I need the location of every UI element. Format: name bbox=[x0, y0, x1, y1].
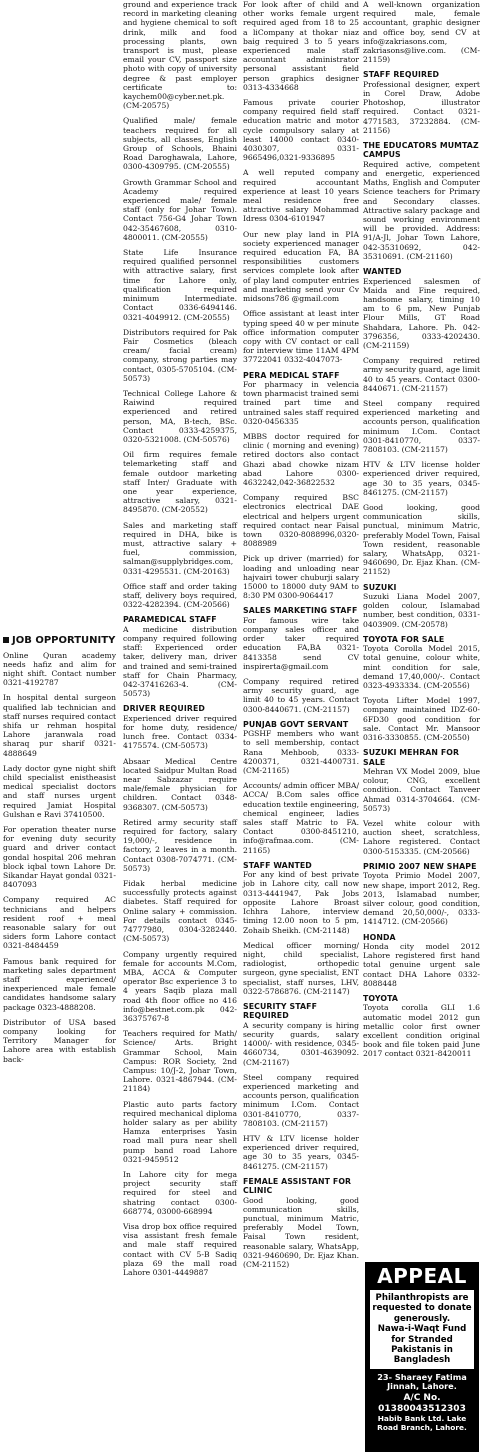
classified-ad bbox=[123, 757, 237, 812]
ad-text: Professional designer, expert in Corel Draw, Adobe Photoshop, illustrator required. Contact 0321-4771583, 37232884. (CM-21156) bbox=[363, 79, 480, 135]
ad-heading: SUZUKI bbox=[363, 582, 397, 592]
ad-heading: SUZUKI MEHRAN FOR SALE bbox=[363, 748, 460, 767]
ad-heading: HONDA bbox=[363, 932, 396, 942]
ad-text: For operation theater nurse for evening duty security guard and driver contact gondal hospital 206 mehran block iqbal town Lahore Dr. Sikandar Hayat gondal 0321-8407093 bbox=[3, 824, 116, 890]
ad-text: HTV & LTV license holder experienced driver required, age 30 to 35 years, 0345-8461275. (CM-21157) bbox=[363, 460, 480, 497]
classified-ad bbox=[363, 942, 480, 988]
classified-ad bbox=[3, 1018, 116, 1064]
ad-heading: SECURITY STAFF REQUIRED bbox=[243, 1001, 317, 1021]
ad-text: Steel company required experienced marketing and accounts person, qualification minimum I.Com. Contact 0301-8410770, 0337-7808103. (CM-21157) bbox=[363, 398, 480, 454]
classified-ad bbox=[363, 871, 480, 926]
ad-text: HTV & LTV license holder experienced driver required, age 30 to 35 years, 0345-8461275. (CM-21157) bbox=[243, 1133, 359, 1171]
column-1 bbox=[3, 636, 116, 1070]
classified-ad bbox=[3, 693, 116, 757]
ad-text: Famous private courier company required field staff education matric and motor cycle compulsory salary at least 14000 contact 0340-4030307, 0331-9665496,0321-9336895 bbox=[243, 98, 359, 163]
ad-text: For look after of child and other works female urgent required aged from 18 to 25 a liCompany at thokar niaz baig required 3 to 5 years experienced male staff accountant administrator personal assistant field person graphics designer 0313-4334668 bbox=[243, 0, 359, 92]
ad-text: Experienced driver required for home duty, residence/ lunch free. Contact 0334-4175574. (CM-50573) bbox=[123, 713, 237, 751]
classified-ad bbox=[363, 696, 480, 742]
ad-text: In hospital dental surgeon qualified lab technician and staff nurses required contact shifa ur rehman hospital Lahore jaranwala road sharaq pur sharif 0321-4888649 bbox=[3, 693, 116, 758]
classified-ad bbox=[363, 767, 480, 813]
ad-heading: PRIMIO 2007 NEW SHAPE bbox=[363, 861, 477, 871]
ad-heading: STAFF REQUIRED bbox=[363, 70, 440, 80]
ad-text: Fidak herbal medicine successfully protects against diabetes. Staff required for Online salary + commission. For details contact 0345-74777980, 0304-3282440. (CM-50573) bbox=[123, 879, 237, 944]
classified-ad bbox=[243, 554, 359, 600]
ad-text: Our new play land in PIA society experienced manager required education FA, BA responsibilities customers services complete look after of play land computer entries and marketing send your Cv midsons786 @gmail.com bbox=[243, 229, 359, 304]
classified-ad bbox=[123, 328, 237, 383]
ad-text: A well reputed company required accountant experience at least 10 years meal residence free attractive salary Mohammad Idress 0304-6101947 bbox=[243, 168, 359, 224]
classified-ad bbox=[123, 248, 237, 322]
section-title bbox=[3, 636, 116, 647]
ad-text: Toyota Lifter Model 1997, company maintained IDZ-60-6FD30 good condition for sale. Contact Mr. Mansoor 0316-3330855. (CM-20550) bbox=[363, 696, 480, 743]
ad-text: Company required AC technicians and helpers resident roof + meal reasonable salary for out siders form Lahore contact 0321-8484459 bbox=[3, 895, 116, 951]
classified-ad bbox=[243, 781, 359, 855]
classified-ad bbox=[363, 80, 480, 135]
ad-heading: WANTED bbox=[363, 267, 402, 277]
ad-text: Medical officer morning/ night, child specialist, radiologist, orthopedic surgeon, gyne specialist, ENT specialist, staff nurses, LHV, 0322-5786876. (CM-21147) bbox=[243, 940, 359, 996]
classified-ad bbox=[123, 714, 237, 751]
section-title-text: JOB OPPORTUNITY bbox=[12, 635, 116, 646]
ad-heading: PARAMEDICAL STAFF bbox=[123, 615, 217, 625]
classified-ad bbox=[123, 818, 237, 873]
ad-text: Distributor of USA based company looking for Territory Manager for Lahore area with establish back- bbox=[3, 1017, 116, 1064]
ad-text: A medicine distribution company required following staff: Experienced order taker, delivery man, driver and trained and semi-trained staff for Chain Pharmacy, 042-37416263-4. (CM-50573) bbox=[123, 624, 237, 699]
ad-text: PGSHF members who want to sell membership, contact Rana Mehboob, 0333-4200371, 0321-4400731. (CM-21165) bbox=[243, 729, 359, 776]
ad-text: Honda city model 2012 Lahore registered first hand total genuine urgent sale contact DHA Lahore 0332-8088448 bbox=[363, 941, 480, 988]
ad-text: In Lahore city for mega project security staff required for steel and shatring contact 0300-668774, 03000-668994 bbox=[123, 1169, 237, 1216]
ad-text: Mehran VX Model 2009, blue colour, CNG, excellent condition. Contact Tanveer Ahmad 0314-3704664. (CM-50573) bbox=[363, 767, 480, 813]
ad-heading: SALES MARKETING STAFF bbox=[243, 606, 358, 616]
ad-text: State Life Insurance required qualified personnel with attractive salary, first time for Lahore only, qualification required minimum Intermediate. Contact 0336-6494146. 0321-4049912. (CM-20555) bbox=[123, 248, 237, 322]
classified-ad bbox=[363, 644, 480, 690]
ad-heading: PUNJAB GOVT SERVANT bbox=[243, 719, 349, 729]
classified-ad bbox=[243, 729, 359, 775]
ad-text: Required active, competent and energetic, experienced Maths, English and Computer Science teachers for Primary and Secondary classes. Attractive salary package and sound working environment will be provided. Address: 91/A-Jl, Johar Town Lahore, 042-35310692, 042-35310691. (CM-21160) bbox=[363, 159, 480, 261]
classified-ad bbox=[123, 950, 237, 1024]
ad-text: Steel company required experienced marketing and accounts person, qualification minimum I.Com. Contact 0301-8410770, 0337-7808103. (CM-21157) bbox=[243, 1072, 359, 1128]
classified-ad bbox=[123, 1170, 237, 1216]
classified-ad bbox=[3, 895, 116, 950]
ad-heading: TOYOTA bbox=[363, 993, 399, 1003]
classified-ad bbox=[123, 625, 237, 699]
ad-text: For pharmacy in velencia town pharmacist trained semi trained part time and untrained sales staff required 0320-0456335 bbox=[243, 379, 359, 426]
classified-ad bbox=[363, 356, 480, 393]
ad-text: Accounts/ admin officer MBA/ ACCA/ B.Com sales office education textile engineering, chemical engineer, ladies sales staff Matric to FA. Contact 0300-8451210, info@rafmaa.com. (CM-21165) bbox=[243, 781, 359, 855]
ad-text: Plastic auto parts factory required mechanical diploma holder salary as per ability Hamza enterprises Yasin road mall pura near shell pump band road Lahore 0321-9459512 bbox=[123, 1099, 237, 1164]
classified-ad bbox=[243, 677, 359, 714]
classified-ad bbox=[123, 178, 237, 242]
ad-text: Company required BSC electronics electrical DAE electrical and helpers urgent required contact near Faisal town 0320-8088996,0320-8088989 bbox=[243, 493, 359, 549]
classified-ad bbox=[243, 168, 359, 223]
classified-ad bbox=[243, 941, 359, 996]
classified-ad bbox=[363, 1003, 480, 1058]
classified-ad bbox=[243, 432, 359, 487]
classified-ad bbox=[3, 764, 116, 819]
ad-text: Toyota Primio Model 2007, new shape, import 2012, Reg. 2013, Islamabad number, silver colour, good condition, demand 20,50,000/-, 0333-1414712. (CM-20566) bbox=[363, 871, 480, 927]
ad-text: Distributors required for Pak Fair Cosmetics (bleach cream/ facial cream) company, strong parties may contact, 0305-5705104. (CM-50573) bbox=[123, 327, 237, 383]
classified-ad bbox=[243, 1196, 359, 1270]
classified-ad bbox=[363, 399, 480, 454]
appeal-bank: Habib Bank Ltd. Lake Road Branch, Lahore. bbox=[377, 1414, 467, 1433]
classified-ad bbox=[243, 1134, 359, 1171]
ad-text: A security company is hiring security guards, salary 14000/- with residence, 0345-4660734, 0301-4639092. (CM-21167) bbox=[243, 1020, 359, 1067]
ad-text: Absaar Medical Centre located Saidpur Multan Road near Sabzazar require male/female physician for children. Contact 0348-9368307. (CM-50573) bbox=[123, 756, 237, 812]
ad-text: Office assistant at least inter typing speed 40 w per minute office information computer copy with CV contact or call for interview time 11AM 4PM 37722041 0332-4047073- bbox=[243, 309, 359, 365]
classified-ad bbox=[123, 1029, 237, 1093]
classified-ad bbox=[363, 819, 480, 856]
column-3 bbox=[243, 0, 359, 1275]
ad-text: Sales and marketing staff required in DHA, bike is must, attractive salary + fuel, commission, salman@supplybridges.com, 0331-4295531. (CM-20163) bbox=[123, 520, 237, 576]
ad-text: Retired army security staff required for factory, salary 19,000/-, residence in factory, 2 leaves in a month. Contact 0308-7074771. (CM-50573) bbox=[123, 817, 237, 873]
ad-text: Oil firm requires female telemarketing staff and female outdoor marketing staff Inter/ Graduate with one year experience, attractive salary, 0321-8495870. (CM-20552) bbox=[123, 450, 237, 515]
column-4 bbox=[363, 0, 480, 1065]
classified-ad bbox=[243, 493, 359, 548]
ad-text: Visa drop box office required visa assistant fresh female and male staff required contact with CV 5-B Sadiq plaza 69 the mall road Lahore 0301-4449887 bbox=[123, 1221, 237, 1277]
ad-text: Growth Grammar School and Academy required experienced male/ female staff (only for Johar Town). Contact 756-G4 Johar Town 042-35467608, 0310-4800011. (CM-20555) bbox=[123, 177, 237, 242]
appeal-account-number: 01380043512303 bbox=[378, 1404, 466, 1415]
ad-text: A well-known organization required male, female accountant, graphic designer and office boy, send CV at info@zakriasons.com, zakriasons@live.com. (CM-21159) bbox=[363, 0, 480, 65]
ad-text: Famous bank required for marketing sales department staff experienced/ inexperienced male female candidates handsome salary package 0323-4888208. bbox=[3, 956, 116, 1012]
ad-text: Suzuki Liana Model 2007, golden colour, Islamabad number, best condition, 0331-0403909. (CM-20578) bbox=[363, 592, 480, 629]
ad-text: Company required retired army security guard, age limit 40 to 45 years. Contact 0300-8440671. (CM-21157) bbox=[363, 356, 480, 393]
classified-ad bbox=[243, 309, 359, 364]
ad-text: Technical College Lahore & Raiwind required experienced and retired person, MA, B-tech, BSc. Contact 0333-4259375, 0320-5321008. (CM-50576) bbox=[123, 388, 237, 444]
ad-text: Online Quran academy needs hafiz and alim for night shift. Contact number 0321-4192787 bbox=[3, 650, 116, 688]
ad-text: Vezel white colour with auction sheet, scratchless, Lahore registered. Contact 0300-5153335. (CM-20566) bbox=[363, 819, 480, 856]
ad-heading: PERA MEDICAL STAFF bbox=[243, 370, 340, 380]
classified-ad bbox=[243, 870, 359, 934]
ad-text: Teachers required for Math/ Science/ Arts. Bright Grammar School, Main Campus: ROR Society, 2nd Campus: 10/J-2, Johar Town, Lahore. 0321-4867944. (CM-21184) bbox=[123, 1029, 237, 1094]
classified-ad bbox=[363, 460, 480, 497]
classified-ad bbox=[123, 1100, 237, 1164]
classified-ad bbox=[243, 1021, 359, 1067]
ad-heading: TOYOTA FOR SALE bbox=[363, 634, 445, 644]
ad-text: Good looking, good communication skills, punctual, minimum Matric, preferably Model Town, Faisal Town resident, reasonable salary, WhatsApp, 0321-9460690, Dr. Ejaz Khan. (CM-21152) bbox=[243, 1195, 359, 1270]
classified-ad bbox=[243, 1073, 359, 1128]
ad-text: Toyota corolla GLI 1.6 automatic model 2012 gun metallic color first owner excellent condition original book and file token paid June 2017 contact 0321-8420011 bbox=[363, 1003, 480, 1059]
ad-heading: THE EDUCATORS MUMTAZ CAMPUS bbox=[363, 141, 479, 160]
classified-ad bbox=[243, 230, 359, 304]
classified-ad bbox=[123, 879, 237, 943]
ad-text: Company required retired army security guard, age limit 40 to 45 years. Contact 0300-8440671. (CM-21157) bbox=[243, 677, 359, 714]
ad-text: Good looking, good communication skills, punctual, minimum Matric, preferably Model Town, Faisal Town resident, reasonable salary, WhatsApp, 0321-9460690, Dr. Ejaz Khan. (CM-21152) bbox=[363, 502, 480, 577]
classified-ad bbox=[123, 116, 237, 171]
ad-text: For any kind of best private job in Lahore city, call now 0313-4441947, Pak Jobs opposite Lahore Broast Ichhra Lahore, interview timing 12.00 noon to 5 pm, Zohaib Sheikh. (CM-21148) bbox=[243, 870, 359, 935]
ad-text: Experienced salesmen of Maida and Fine required, handsome salary, timing 10 am to 6 pm, New Punjab Flour Mills, GT Road Shahdara, Lahore. Ph. 042-3796356, 0333-4202430. (CM-21159) bbox=[363, 276, 480, 350]
ad-heading: DRIVER REQUIRED bbox=[123, 704, 205, 714]
classified-ad bbox=[123, 450, 237, 514]
appeal-account-label: A/C No. bbox=[403, 1393, 441, 1404]
appeal-address: 23- Sharaey Fatima Jinnah, Lahore. bbox=[377, 1371, 467, 1392]
classified-ad bbox=[363, 503, 480, 577]
classified-ad bbox=[243, 380, 359, 426]
ad-text: ground and experience track record in marketing cleaning and hygiene chemical to soft drink, milk and food processing plants, own transport is must, please email your CV, passport size photo with copy of university degree & past employer certificate to: kaychem00@cyber.net.pk. (CM-20575) bbox=[123, 0, 237, 111]
classified-ad bbox=[3, 651, 116, 688]
ad-text: Company urgently required female for accounts M.Com, MBA, ACCA & Computer operator Bsc experience 3 to 4 years Saqib plaza mall road 4th floor office no 416 info@bestnet.com.pk 042-36375767-8 bbox=[123, 949, 237, 1023]
classified-ad bbox=[123, 1222, 237, 1277]
classified-ad bbox=[123, 389, 237, 444]
ad-text: Pick up driver (married) for loading and unloading near hajvairi tower chuburji salary 15000 to 18000 duty 9AM to 8:30 PM 0300-9064417 bbox=[243, 554, 359, 601]
appeal-title: APPEAL bbox=[377, 1264, 467, 1288]
ad-text: For famous wire take company sales officer and order taker required education FA,BA 0321-8413358 send CV inspirerta@gmail.com bbox=[243, 615, 359, 671]
classified-ad bbox=[243, 616, 359, 671]
classified-ad bbox=[3, 825, 116, 889]
classified-ad bbox=[243, 0, 359, 92]
classified-ad bbox=[123, 0, 237, 110]
classified-ad bbox=[3, 957, 116, 1012]
ad-heading: STAFF WANTED bbox=[243, 860, 312, 870]
appeal-box bbox=[365, 1262, 479, 1452]
classified-ad bbox=[243, 98, 359, 162]
classified-ad bbox=[123, 521, 237, 576]
classified-ad bbox=[363, 277, 480, 351]
ad-text: Qualified male/ female teachers required for all subjects, all classes, English Group of Schools, Bhaini Road Daroghawala, Lahore, 0300-4309795. (CM-20555) bbox=[123, 116, 237, 172]
ad-text: Toyota Corolla Model 2015, total genuine, colour white, mint condition for sale, demand 17,40,000/-. Contact 0323-4933334. (CM-20556) bbox=[363, 644, 480, 691]
appeal-body: Philanthropists are requested to donate generously. Nawa-i-Waqt Fund for Stranded Pakistanis in Bangladesh bbox=[370, 1290, 474, 1369]
classified-ad bbox=[363, 0, 480, 64]
ad-text: Office staff and order taking staff, delivery boys required, 0322-4282394. (CM-20566) bbox=[123, 581, 237, 610]
ad-text: Lady doctor gyne night shift child specialist enistheasist medical specialist doctors and staff nurses urgent required Jamiat Hospital Gulshan e Ravi 37410500. bbox=[3, 763, 116, 819]
ad-text: MBBS doctor required for clinic ( morning and evening) retired doctors also contact Ghazi abad chowke nizam abad Lahore 0300-4632242,042-36822532 bbox=[243, 431, 359, 487]
classified-ad bbox=[123, 582, 237, 610]
square-bullet-icon bbox=[3, 637, 9, 643]
classified-ad bbox=[363, 160, 480, 261]
classified-ad bbox=[363, 592, 480, 629]
column-2 bbox=[123, 0, 237, 1283]
ad-heading: FEMALE ASSISTANT FOR CLINIC bbox=[243, 1176, 352, 1196]
